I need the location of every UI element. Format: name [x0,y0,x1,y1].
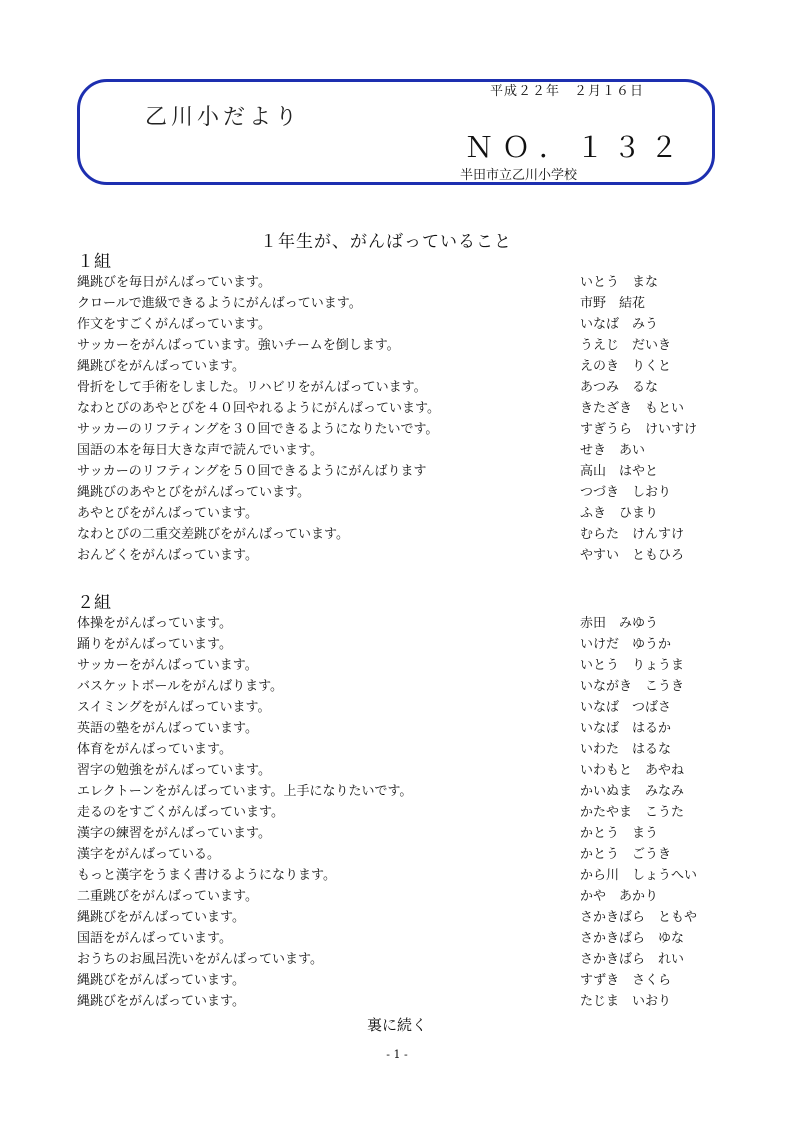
entry-text: 体育をがんばっています。 [77,742,232,757]
entry-text: 英語の塾をがんばっています。 [77,721,258,736]
student-name: すずき さくら [580,973,672,988]
list-item [0,439,794,460]
entry-text: 体操をがんばっています。 [77,616,232,631]
entry-text: 国語の本を毎日大きな声で読んでいます。 [77,443,323,458]
student-name: 高山 はやと [580,464,659,479]
list-item [0,292,794,313]
class-2-title: ２組 [77,593,111,613]
list-item [0,717,794,738]
list-item [0,822,794,843]
class-1-entries [0,271,794,565]
student-name: つづき しおり [580,485,672,500]
entry-text: 二重跳びをがんばっています。 [77,889,258,904]
student-name: 市野 結花 [580,296,646,311]
student-name: いとう まな [580,275,659,290]
student-name: いけだ ゆうか [580,637,672,652]
entry-text: クロールで進級できるようにがんばっています。 [77,296,362,311]
student-name: きたざき もとい [580,401,685,416]
list-item [0,633,794,654]
entry-text: エレクトーンをがんばっています。上手になりたいです。 [77,784,413,799]
entry-text: なわとびのあやとびを４０回やれるようにがんばっています。 [77,401,440,416]
entry-text: 漢字の練習をがんばっています。 [77,826,271,841]
entry-text: サッカーのリフティングを５０回できるようにがんばります [77,464,427,479]
student-name: いなば つばさ [580,700,672,715]
list-item [0,502,794,523]
student-name: かとう まう [580,826,659,841]
newsletter-title: 乙川小だより [145,105,302,130]
entry-text: 縄跳びのあやとびをがんばっています。 [77,485,310,500]
list-item [0,759,794,780]
student-name: から川 しょうへい [580,868,698,883]
list-item [0,523,794,544]
entry-text: サッカーのリフティングを３０回できるようになりたいです。 [77,422,439,437]
student-name: あつみ るな [580,380,659,395]
list-item [0,313,794,334]
entry-text: 作文をすごくがんばっています。 [77,317,271,332]
list-item [0,376,794,397]
student-name: かとう ごうき [580,847,672,862]
student-name: いながき こうき [580,679,685,694]
list-item [0,612,794,633]
list-item [0,864,794,885]
list-item [0,654,794,675]
entry-text: 縄跳びをがんばっています。 [77,359,245,374]
entry-text: おうちのお風呂洗いをがんばっています。 [77,952,323,967]
student-name: たじま いおり [580,994,672,1009]
entry-text: あやとびをがんばっています。 [77,506,258,521]
list-item [0,696,794,717]
entry-text: 縄跳びをがんばっています。 [77,973,245,988]
student-name: いわもと あやね [580,763,685,778]
list-item [0,885,794,906]
entry-text: サッカーをがんばっています。強いチームを倒します。 [77,338,400,353]
entry-text: 漢字をがんばっている。 [77,847,221,862]
student-name: うえじ だいき [580,338,672,353]
list-item [0,271,794,292]
student-name: いとう りょうま [580,658,685,673]
student-name: ふき ひまり [580,506,659,521]
entry-text: 習字の勉強をがんばっています。 [77,763,271,778]
entry-text: 走るのをすごくがんばっています。 [77,805,284,820]
list-item [0,990,794,1011]
entry-text: バスケットボールをがんばります。 [77,679,284,694]
continued-note: 裏に続く [366,1016,427,1034]
entry-text: サッカーをがんばっています。 [77,658,258,673]
list-item [0,927,794,948]
student-name: かや あかり [580,889,659,904]
student-name: さかきばら ゆな [580,931,685,946]
student-name: かいぬま みなみ [580,784,685,799]
list-item [0,544,794,565]
list-item [0,969,794,990]
student-name: やすい ともひろ [580,548,685,563]
list-item [0,738,794,759]
student-name: せき あい [580,443,646,458]
school-name: 半田市立乙川小学校 [460,168,578,183]
entry-text: 縄跳びをがんばっています。 [77,994,245,1009]
entry-text: 踊りをがんばっています。 [77,637,232,652]
list-item [0,780,794,801]
student-name: えのき りくと [580,359,672,374]
list-item [0,843,794,864]
entry-text: なわとびの二重交差跳びをがんばっています。 [77,527,349,542]
list-item [0,418,794,439]
list-item [0,675,794,696]
entry-text: 縄跳びを毎日がんばっています。 [77,275,271,290]
student-name: いなば みう [580,317,659,332]
entry-text: スイミングをがんばっています。 [77,700,271,715]
article-title: １年生が、がんばっていること [260,232,512,252]
entry-text: 縄跳びをがんばっています。 [77,910,245,925]
entry-text: もっと漢字をうまく書けるようになります。 [77,868,336,883]
issue-number: ＮＯ．１３２ [465,131,688,164]
list-item [0,397,794,418]
list-item [0,355,794,376]
entry-text: おんどくをがんばっています。 [77,548,258,563]
entry-text: 骨折をして手術をしました。リハビリをがんばっています。 [77,380,427,395]
student-name: すぎうら けいすけ [580,422,698,437]
student-name: 赤田 みゆう [580,616,659,631]
issue-date: 平成２２年 ２月１６日 [490,84,645,99]
student-name: かたやま こうた [580,805,685,820]
class-1-title: １組 [77,252,111,272]
list-item [0,948,794,969]
list-item [0,481,794,502]
student-name: さかきばら れい [580,952,685,967]
student-name: さかきばら ともや [580,910,698,925]
list-item [0,801,794,822]
entry-text: 国語をがんばっています。 [77,931,232,946]
list-item [0,906,794,927]
page-number: - 1 - [386,1048,408,1061]
list-item [0,460,794,481]
student-name: いわた はるな [580,742,672,757]
student-name: いなば はるか [580,721,672,736]
list-item [0,334,794,355]
student-name: むらた けんすけ [580,527,685,542]
class-2-entries [0,612,794,1011]
